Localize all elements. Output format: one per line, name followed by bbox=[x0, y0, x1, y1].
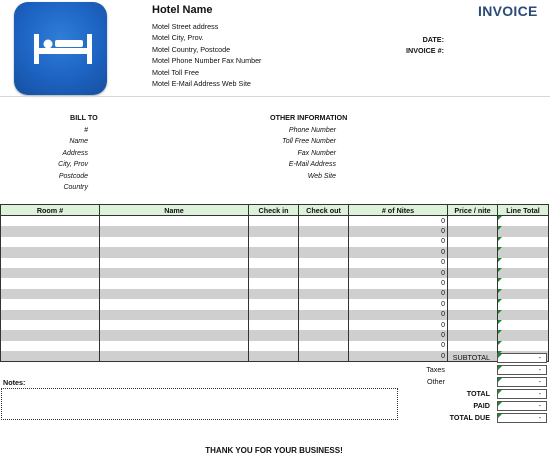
price-cell[interactable] bbox=[448, 226, 498, 236]
check-in-cell[interactable] bbox=[249, 216, 299, 227]
column-header-check-in: Check in bbox=[249, 205, 299, 216]
nites-cell[interactable]: 0 bbox=[349, 320, 448, 330]
hotel-address-block bbox=[152, 21, 261, 89]
check-out-cell[interactable] bbox=[299, 278, 349, 288]
check-out-cell[interactable] bbox=[299, 268, 349, 278]
address-line: Motel E-Mail Address Web Site bbox=[152, 79, 251, 89]
total-label: TOTAL bbox=[466, 389, 490, 398]
room-cell[interactable] bbox=[1, 320, 100, 330]
total-due-label: TOTAL DUE bbox=[449, 413, 490, 422]
other-info-field: Phone Number bbox=[288, 127, 336, 134]
column-header-room: Room # bbox=[1, 205, 100, 216]
column-header-name: Name bbox=[100, 205, 249, 216]
nites-cell[interactable]: 0 bbox=[349, 289, 448, 299]
subtotal-value[interactable]: - bbox=[497, 353, 547, 363]
line-total-cell[interactable] bbox=[498, 289, 549, 299]
address-line: Motel Toll Free bbox=[152, 67, 200, 77]
nites-cell[interactable]: 0 bbox=[349, 268, 448, 278]
bill-to-field: Country bbox=[63, 184, 88, 192]
check-out-cell[interactable] bbox=[299, 341, 349, 351]
check-in-cell[interactable] bbox=[249, 237, 299, 247]
check-in-cell[interactable] bbox=[249, 341, 299, 351]
line-total-cell[interactable] bbox=[498, 258, 549, 268]
room-cell[interactable] bbox=[1, 330, 100, 340]
room-cell[interactable] bbox=[1, 226, 100, 236]
check-in-cell[interactable] bbox=[249, 268, 299, 278]
room-cell[interactable] bbox=[1, 351, 100, 362]
price-cell[interactable] bbox=[448, 216, 498, 227]
column-header-line-total: Line Total bbox=[498, 205, 549, 216]
check-in-cell[interactable] bbox=[249, 351, 299, 362]
notes-field[interactable] bbox=[1, 388, 398, 420]
check-out-cell[interactable] bbox=[299, 237, 349, 247]
check-out-cell[interactable] bbox=[299, 247, 349, 257]
line-total-cell[interactable] bbox=[498, 237, 549, 247]
room-cell[interactable] bbox=[1, 289, 100, 299]
bill-to-field: Name bbox=[69, 138, 88, 146]
bill-to-field: City, Prov bbox=[58, 161, 88, 169]
nites-cell[interactable]: 0 bbox=[349, 247, 448, 257]
check-out-cell[interactable] bbox=[299, 289, 349, 299]
price-cell[interactable] bbox=[448, 278, 498, 288]
line-total-cell[interactable] bbox=[498, 268, 549, 278]
line-total-cell[interactable] bbox=[498, 330, 549, 340]
check-out-cell[interactable] bbox=[299, 351, 349, 362]
other-value[interactable]: - bbox=[497, 377, 547, 387]
price-cell[interactable] bbox=[448, 268, 498, 278]
bill-to-field: Postcode bbox=[58, 172, 88, 180]
table-header-row bbox=[1, 205, 549, 216]
check-out-cell[interactable] bbox=[299, 299, 349, 309]
other-info-heading: OTHER INFORMATION bbox=[270, 113, 348, 122]
column-header-nites: # of Nites bbox=[349, 205, 448, 216]
bill-to-field: Address bbox=[62, 149, 88, 157]
line-total-cell[interactable] bbox=[498, 320, 549, 330]
other-label: Other bbox=[427, 377, 445, 386]
invoice-title: INVOICE bbox=[478, 3, 538, 19]
check-in-cell[interactable] bbox=[249, 226, 299, 236]
address-line: Motel Phone Number Fax Number bbox=[152, 56, 262, 66]
room-cell[interactable] bbox=[1, 310, 100, 320]
price-cell[interactable] bbox=[448, 341, 498, 351]
check-in-cell[interactable] bbox=[249, 330, 299, 340]
line-total-cell[interactable] bbox=[498, 299, 549, 309]
name-cell[interactable] bbox=[100, 258, 249, 268]
hotel-logo bbox=[14, 2, 107, 95]
taxes-label: Taxes bbox=[426, 365, 445, 374]
name-cell[interactable] bbox=[100, 268, 249, 278]
line-total-cell[interactable] bbox=[498, 247, 549, 257]
nites-cell[interactable]: 0 bbox=[349, 330, 448, 340]
check-out-cell[interactable] bbox=[299, 310, 349, 320]
column-header-check-out: Check out bbox=[299, 205, 349, 216]
room-cell[interactable] bbox=[1, 341, 100, 351]
price-cell[interactable] bbox=[448, 310, 498, 320]
table-row bbox=[1, 247, 549, 257]
table-row bbox=[1, 278, 549, 288]
nites-cell[interactable]: 0 bbox=[349, 351, 448, 362]
line-items-table bbox=[0, 204, 549, 362]
notes-label: Notes: bbox=[3, 378, 26, 387]
nites-cell[interactable]: 0 bbox=[349, 310, 448, 320]
room-cell[interactable] bbox=[1, 216, 100, 227]
paid-value[interactable]: - bbox=[497, 401, 547, 411]
check-out-cell[interactable] bbox=[299, 330, 349, 340]
room-cell[interactable] bbox=[1, 237, 100, 247]
name-cell[interactable] bbox=[100, 289, 249, 299]
table-row bbox=[1, 226, 549, 236]
line-total-cell[interactable] bbox=[498, 216, 549, 227]
bill-to-heading: BILL TO bbox=[70, 113, 98, 122]
room-cell[interactable] bbox=[1, 258, 100, 268]
nites-cell[interactable]: 0 bbox=[349, 226, 448, 236]
other-info-field: Fax Number bbox=[297, 149, 336, 157]
name-cell[interactable] bbox=[100, 320, 249, 330]
nites-cell[interactable]: 0 bbox=[349, 278, 448, 288]
name-cell[interactable] bbox=[100, 299, 249, 309]
total-value[interactable]: - bbox=[497, 389, 547, 399]
line-total-cell[interactable] bbox=[498, 310, 549, 320]
other-info-field: E-Mail Address bbox=[288, 161, 336, 169]
table-row bbox=[1, 268, 549, 278]
hotel-name: Hotel Name bbox=[152, 4, 213, 16]
line-total-cell[interactable] bbox=[498, 226, 549, 236]
check-in-cell[interactable] bbox=[249, 247, 299, 257]
subtotal-label: SUBTOTAL bbox=[452, 353, 490, 362]
name-cell[interactable] bbox=[100, 226, 249, 236]
check-out-cell[interactable] bbox=[299, 258, 349, 268]
column-header-price: Price / nite bbox=[448, 205, 498, 216]
nites-cell[interactable]: 0 bbox=[349, 216, 448, 227]
name-cell[interactable] bbox=[100, 216, 249, 227]
table-row bbox=[1, 299, 549, 309]
taxes-value[interactable]: - bbox=[497, 365, 547, 375]
date-label: DATE: bbox=[422, 35, 444, 44]
nites-cell[interactable]: 0 bbox=[349, 299, 448, 309]
room-cell[interactable] bbox=[1, 278, 100, 288]
total-due-value[interactable]: - bbox=[497, 413, 547, 423]
check-in-cell[interactable] bbox=[249, 258, 299, 268]
table-row bbox=[1, 330, 549, 340]
check-out-cell[interactable] bbox=[299, 226, 349, 236]
price-cell[interactable] bbox=[448, 320, 498, 330]
header-divider bbox=[0, 96, 550, 97]
check-in-cell[interactable] bbox=[249, 278, 299, 288]
bed-icon bbox=[14, 2, 107, 95]
table-row bbox=[1, 289, 549, 299]
name-cell[interactable] bbox=[100, 247, 249, 257]
nites-cell[interactable]: 0 bbox=[349, 341, 448, 351]
table-row bbox=[1, 216, 549, 227]
other-info-field: Web Site bbox=[307, 172, 336, 180]
price-cell[interactable] bbox=[448, 330, 498, 340]
address-line: Motel Street address bbox=[152, 22, 219, 31]
table-row bbox=[1, 310, 549, 320]
table-row bbox=[1, 320, 549, 330]
other-info-field: Toll Free Number bbox=[282, 138, 336, 146]
table-row bbox=[1, 341, 549, 351]
check-out-cell[interactable] bbox=[299, 320, 349, 330]
price-cell[interactable] bbox=[448, 247, 498, 257]
line-total-cell[interactable] bbox=[498, 278, 549, 288]
price-cell[interactable] bbox=[448, 237, 498, 247]
bill-to-fields bbox=[20, 125, 88, 193]
thank-you-message: THANK YOU FOR YOUR BUSINESS! bbox=[205, 446, 343, 455]
table-row bbox=[1, 258, 549, 268]
price-cell[interactable] bbox=[448, 289, 498, 299]
check-in-cell[interactable] bbox=[249, 299, 299, 309]
check-in-cell[interactable] bbox=[249, 320, 299, 330]
name-cell[interactable] bbox=[100, 330, 249, 340]
paid-label: PAID bbox=[473, 401, 490, 410]
table-row bbox=[1, 237, 549, 247]
name-cell[interactable] bbox=[100, 310, 249, 320]
price-cell[interactable] bbox=[448, 299, 498, 309]
address-line: Motel Country, Postcode bbox=[152, 44, 231, 54]
invoice-number-label: INVOICE #: bbox=[406, 46, 444, 55]
check-in-cell[interactable] bbox=[249, 289, 299, 299]
name-cell[interactable] bbox=[100, 341, 249, 351]
address-line: Motel City, Prov. bbox=[152, 33, 204, 43]
nites-cell[interactable]: 0 bbox=[349, 258, 448, 268]
nites-cell[interactable]: 0 bbox=[349, 237, 448, 247]
check-out-cell[interactable] bbox=[299, 216, 349, 227]
name-cell[interactable] bbox=[100, 237, 249, 247]
bill-to-field: # bbox=[84, 127, 88, 134]
other-info-fields bbox=[236, 125, 336, 182]
price-cell[interactable] bbox=[448, 258, 498, 268]
line-total-cell[interactable] bbox=[498, 341, 549, 351]
name-cell[interactable] bbox=[100, 351, 249, 362]
room-cell[interactable] bbox=[1, 299, 100, 309]
room-cell[interactable] bbox=[1, 268, 100, 278]
room-cell[interactable] bbox=[1, 247, 100, 257]
check-in-cell[interactable] bbox=[249, 310, 299, 320]
name-cell[interactable] bbox=[100, 278, 249, 288]
